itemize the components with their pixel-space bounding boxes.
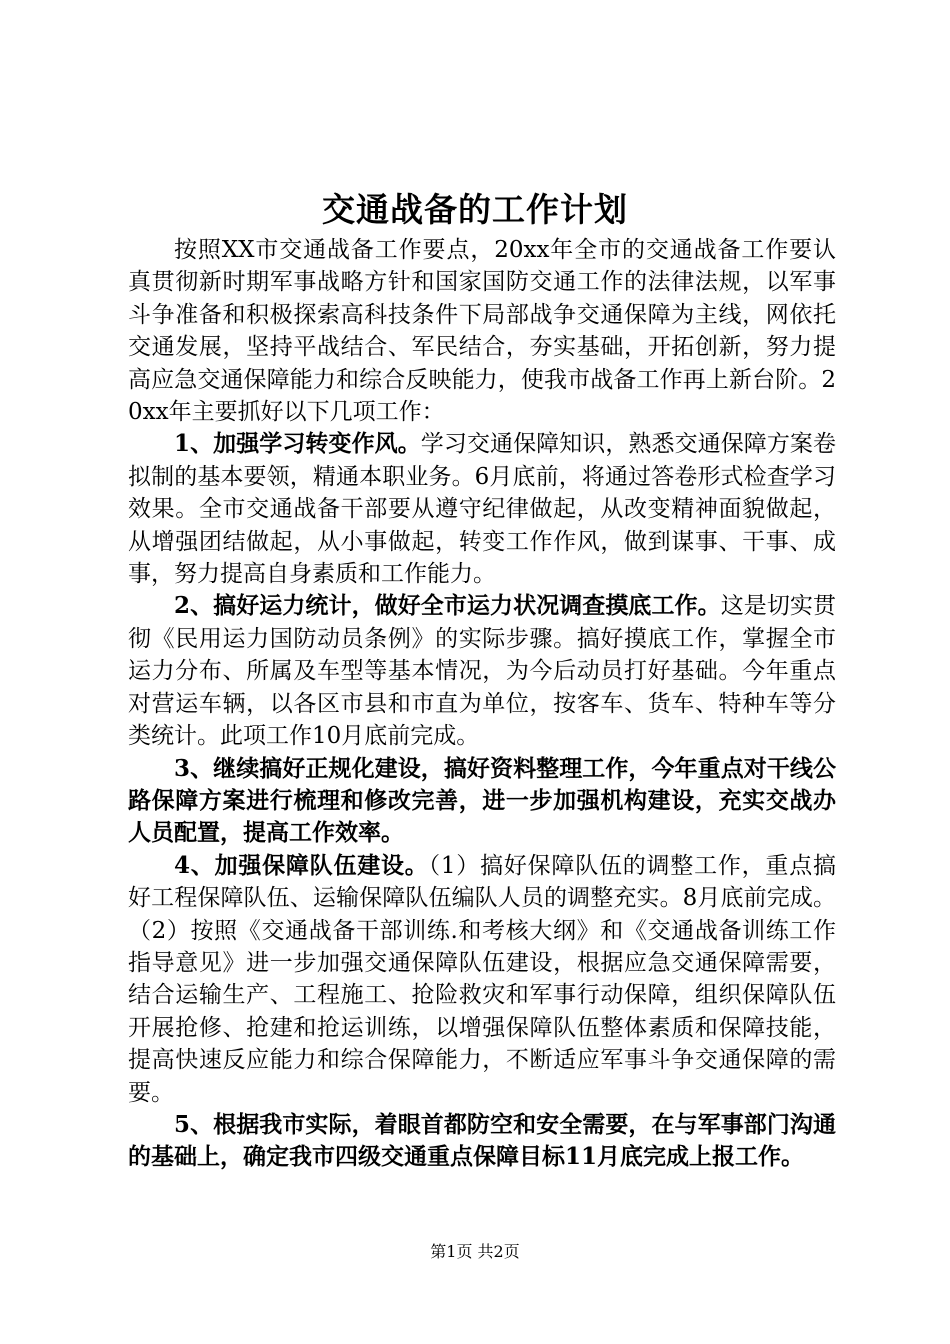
paragraph-text: （1）搞好保障队伍的调整工作，重点搞好工程保障队伍、运输保障队伍编队人员的调整充实。8月底前完成。（2）按照《交通战备干部训练.和考核大纲》和《交通战备训练工作指导意见》进一步加强交通保障队伍建设，根据应急交通保障需要，结合运输生产、工程施工、抢险救灾和军事行动保障，组织保障队伍开展抢修、抢建和抢运训练，以增强保障队伍整体素质和保障技能，提高快速反应能力和综合保障能力，不断适应军事斗争交通保障的需要。 <box>128 852 836 1106</box>
paragraph-text: 这是切实贯彻《民用运力国防动员条例》的实际步骤。搞好摸底工作，掌握全市运力分布、所属及车型等基本情况，为今后动员打好基础。今年重点对营运车辆，以各区市县和市直为单位，按客车、货车、特种车等分类统计。此项工作10月底前完成。 <box>128 593 837 750</box>
paragraph-intro <box>128 234 836 428</box>
paragraph-lead: 1、加强学习转变作风。 <box>174 430 421 458</box>
document-title: 交通战备的工作计划 <box>322 190 628 229</box>
paragraph-item-5 <box>128 1109 836 1174</box>
paragraph-item-2 <box>128 590 836 752</box>
paragraph-lead: 3、继续搞好正规化建设，搞好资料整理工作，今年重点对干线公路保障方案进行梳理和修改完善，进一步加强机构建设，充实交战办人员配置，提高工作效率。 <box>128 754 836 847</box>
paragraph-lead: 5、根据我市实际，着眼首都防空和安全需要，在与军事部门沟通的基础上，确定我市四级交通重点保障目标11月底完成上报工作。 <box>128 1110 836 1171</box>
paragraph-item-4 <box>128 850 836 1109</box>
paragraph-lead: 4、加强保障队伍建设。 <box>174 851 429 879</box>
paragraph-text: 按照XX市交通战备工作要点，20xx年全市的交通战备工作要认真贯彻新时期军事战略方针和国家国防交通工作的法律法规，以军事斗争准备和积极探索高科技条件下局部战争交通保障为主线，网依托交通发展，坚持平战结合、军民结合，夯实基础，开拓创新，努力提高应急交通保障能力和综合反映能力，使我市战备工作再上新台阶。20xx年主要抓好以下几项工作： <box>128 237 836 426</box>
paragraph-item-1 <box>128 428 836 590</box>
paragraph-lead: 2、搞好运力统计，做好全市运力状况调查摸底工作。 <box>174 592 721 620</box>
page-footer: 第1页 共2页 <box>430 1242 520 1261</box>
paragraph-item-3 <box>128 753 836 850</box>
paragraph-text: 学习交通保障知识，熟悉交通保障方案卷拟制的基本要领，精通本职业务。6月底前，将通过答卷形式检查学习效果。全市交通战备干部要从遵守纪律做起，从改变精神面貌做起，从增强团结做起，从小事做起，转变工作作风，做到谋事、干事、成事，努力提高自身素质和工作能力。 <box>128 431 837 588</box>
document-body <box>128 234 836 1174</box>
